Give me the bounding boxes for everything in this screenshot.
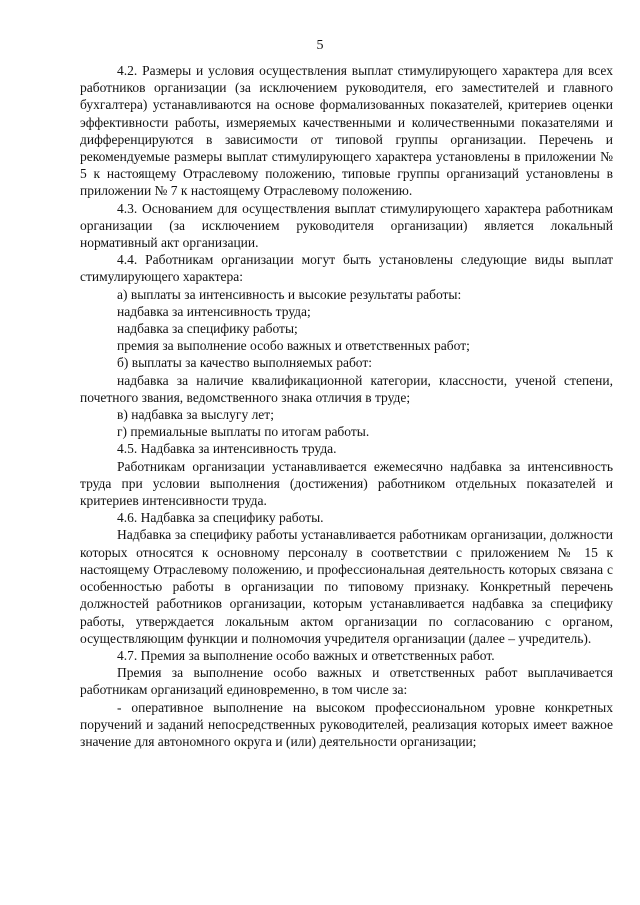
paragraph-4-2: 4.2. Размеры и условия осуществления выплат стимулирующего характера для всех работников организации (за исключением руководителя, его заместителей и главного бухгалтера) устанавливаются на основе формализованных показателей, критериев оценки эффективности работы, измеряемых качественными и количественными показателями и дифференцируются в зависимости от типовой группы организации. Перечень и рекомендуемые размеры выплат стимулирующего характера установлены в приложении № 5 к настоящему Отраслевому положению, типовые группы организаций установлены в приложении № 7 к настоящему Отраслевому положению. bbox=[80, 63, 613, 199]
list-item-specifics: надбавка за специфику работы; bbox=[117, 321, 298, 337]
paragraph-4-6-body: Надбавка за специфику работы устанавливается работникам организации, должности которых относятся к основному персоналу в соответствии с приложением № 15 к настоящему Отраслевому положению, и профессиональная деятельность которых связана с особенностью работы в организации по типовому признаку. Конкретный перечень должностей работников организации, которым устанавливается надбавка за специфику работы, утверждается локальным актом организации по согласованию с органом, осуществляющим функции и полномочия учредителя организации (далее – учредитель). bbox=[80, 527, 613, 646]
list-item-dash: - оперативное выполнение на высоком профессиональном уровне конкретных поручений и заданий непосредственных руководителей, реализация которых имеет важное значение для автономного округа и (или) деятельности организации; bbox=[80, 699, 613, 749]
paragraph-4-7-heading: 4.7. Премия за выполнение особо важных и ответственных работ. bbox=[117, 647, 495, 663]
page-number: 5 bbox=[316, 38, 324, 53]
list-item-b: б) выплаты за качество выполняемых работ: bbox=[117, 355, 373, 371]
paragraph-4-5-body: Работникам организации устанавливается ежемесячно надбавка за интенсивность труда при условии выполнения (достижения) работником отдельных показателей и критериев интенсивности труда. bbox=[80, 458, 613, 509]
list-item-g: г) премиальные выплаты по итогам работы. bbox=[117, 424, 370, 440]
list-item-intensity: надбавка за интенсивность труда; bbox=[117, 303, 311, 319]
paragraph-4-6-heading: 4.6. Надбавка за специфику работы. bbox=[117, 510, 324, 526]
document-body bbox=[80, 62, 613, 750]
paragraph-4-7-body: Премия за выполнение особо важных и ответственных работ выплачивается работникам организаций единовременно, в том числе за: bbox=[80, 665, 613, 698]
list-item-qualification: надбавка за наличие квалификационной категории, классности, ученой степени, почетного звания, ведомственного знака отличия в труде; bbox=[80, 372, 613, 405]
list-item-v: в) надбавка за выслугу лет; bbox=[117, 407, 274, 423]
list-item-bonus: премия за выполнение особо важных и ответственных работ; bbox=[117, 338, 470, 354]
paragraph-4-5-heading: 4.5. Надбавка за интенсивность труда. bbox=[117, 441, 337, 457]
paragraph-4-3: 4.3. Основанием для осуществления выплат стимулирующего характера работникам организации (за исключением руководителя организации) является локальный нормативный акт организации. bbox=[80, 200, 613, 251]
paragraph-4-4: 4.4. Работникам организации могут быть установлены следующие виды выплат стимулирующего характера: bbox=[80, 252, 613, 285]
list-item-a: а) выплаты за интенсивность и высокие результаты работы: bbox=[117, 286, 462, 302]
